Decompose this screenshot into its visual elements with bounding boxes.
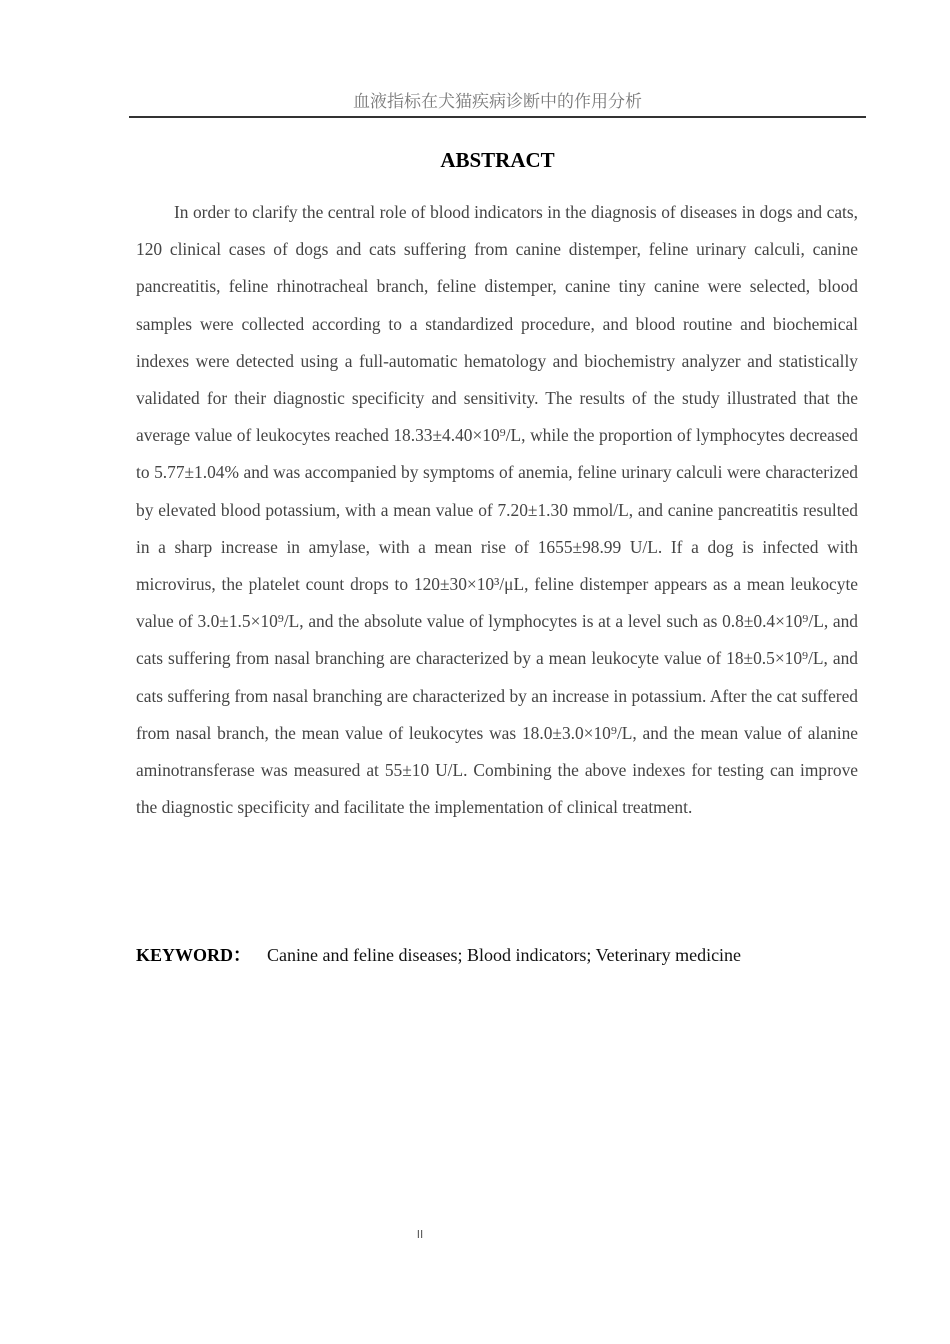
abstract-body: In order to clarify the central role of blood indicators in the diagnosis of diseases in dogs and cats, 120 clinical cases of dogs and cats suffering from canine distemper, feline urinary calculi, canine pancreatitis, feline rhinotracheal branch, feline distemper, canine tiny canine were selected, blood samples were collected according to a standardized procedure, and blood routine and biochemical indexes were detected using a full-automatic hematology and biochemistry analyzer and statistically validated for their diagnostic specificity and sensitivity. The results of the study illustrated that the average value of leukocytes reached 18.33±4.40×10⁹/L, while the proportion of lymphocytes decreased to 5.77±1.04% and was accompanied by symptoms of anemia, feline urinary calculi were characterized by elevated blood potassium, with a mean value of 7.20±1.30 mmol/L, and canine pancreatitis resulted in a sharp increase in amylase, with a mean rise of 1655±98.99 U/L. If a dog is infected with microvirus, the platelet count drops to 120±30×10³/μL, feline distemper appears as a mean leukocyte value of 3.0±1.5×10⁹/L, and the absolute value of lymphocytes is at a level such as 0.8±0.4×10⁹/L, and cats suffering from nasal branching are characterized by a mean leukocyte value of 18±0.5×10⁹/L, and cats suffering from nasal branching are characterized by an increase in potassium. After the cat suffered from nasal branch, the mean value of leukocytes was 18.0±3.0×10⁹/L, and the mean value of alanine aminotransferase was measured at 55±10 U/L. Combining the above indexes for testing can improve the diagnostic specificity and facilitate the implementation of clinical treatment. <box>136 202 858 818</box>
keywords-line <box>136 940 858 970</box>
keywords-text: Canine and feline diseases; Blood indicators; Veterinary medicine <box>267 945 742 965</box>
keywords-label: KEYWORD： <box>136 945 252 965</box>
abstract-heading: ABSTRACT <box>440 148 555 172</box>
page-number: II <box>416 1228 424 1241</box>
running-title: 血液指标在犬猫疾病诊断中的作用分析 <box>353 92 642 112</box>
running-header <box>129 90 866 118</box>
